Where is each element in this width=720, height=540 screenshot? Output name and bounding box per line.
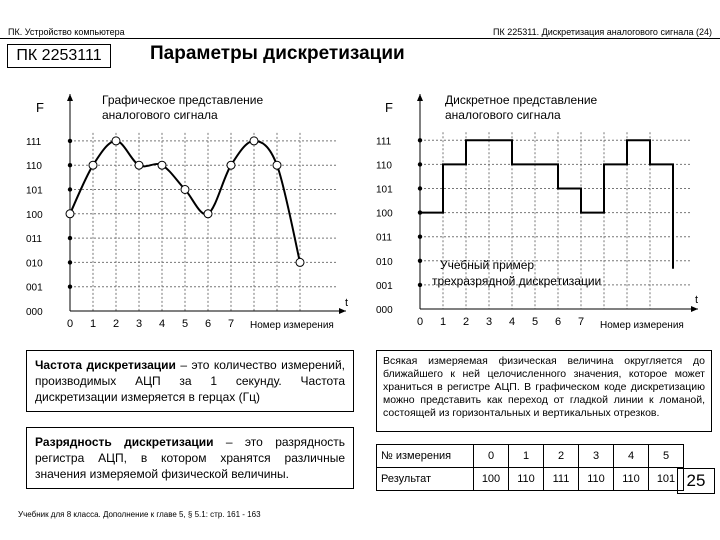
analog-level-label: 110 [26,161,42,173]
digital-x-tick-label: 5 [532,316,539,328]
digital-x-tick-label: 1 [440,316,447,328]
depth-box [26,427,354,489]
table-cell: 111 [544,468,579,491]
frequency-box [26,350,354,412]
explain-box [376,350,712,432]
analog-x-tick-label: 7 [228,318,235,330]
table-cell: 0 [474,445,509,468]
digital-level-label: 101 [376,184,393,196]
digital-axis-y: F [385,100,393,115]
digital-level-label: 001 [376,280,393,292]
analog-xlabel: Номер измерения [250,320,334,331]
example-line-2: трехразрядной дискретизации [432,274,602,288]
digital-caption-1: Дискретное представление [445,93,598,107]
analog-caption-1: Графическое представление [102,93,264,107]
example-line-1: Учебный пример [440,258,535,272]
header-left: ПК. Устройство компьютера [8,27,125,37]
analog-x-tick-label: 3 [136,318,143,330]
table-row [377,468,684,491]
analog-level-label: 010 [26,258,43,270]
analog-x-tick-label: 1 [90,318,97,330]
analog-y-arrow [67,94,73,101]
analog-sample-point [66,210,74,218]
analog-chart [26,94,349,330]
digital-level-dot [418,186,422,190]
explain-text: Всякая измеряемая физическая величина округляется до ближайшего к ней целочисленного значения, которое может храниться в регистре АЦП. В графическом коде дискретизацию можно представить как переход от гладкой линии к ломаной, состоящей из горизонтальных и вертикальных отрезков. [383,355,705,419]
lesson-code: ПК 2253111 [7,44,111,68]
analog-sample-point [296,258,304,266]
digital-x-tick-label: 7 [578,316,585,328]
analog-x-tick-label: 2 [113,318,120,330]
analog-x-tick-label: 5 [182,318,189,330]
table-cell: 3 [579,445,614,468]
table-label: Результат [377,468,474,491]
page-number: 25 [677,468,715,494]
analog-caption-2: аналогового сигнала [102,108,218,122]
digital-xlabel: Номер измерения [600,320,684,331]
frequency-term: Частота дискретизации [35,358,176,372]
analog-x-tick-label: 6 [205,318,212,330]
depth-term: Разрядность дискретизации [35,435,214,449]
digital-x-tick-label: 3 [486,316,493,328]
analog-sample-point [273,161,281,169]
analog-sample-point [158,161,166,169]
digital-x-arrow [691,306,698,312]
table-cell: 1 [509,445,544,468]
analog-axis-y: F [36,100,44,115]
frequency-text: – это количество измерений, производимых АЦП за 1 секунду. Частота дискретизации измеряется в герцах (Гц) [35,358,345,404]
analog-x-tick-label: 0 [67,318,74,330]
analog-level-label: 100 [26,209,43,221]
table-cell: 101 [649,468,684,491]
digital-x-tick-label: 0 [417,316,424,328]
table-cell: 100 [474,468,509,491]
analog-sample-point [250,137,258,145]
digital-level-label: 100 [376,208,393,220]
digital-y-arrow [417,94,423,101]
analog-axis-t: t [345,297,349,309]
analog-sample-point [112,137,120,145]
digital-step-line [420,140,673,268]
digital-level-label: 000 [376,305,393,316]
analog-sample-point [204,210,212,218]
header-right: ПК 225311. Дискретизация аналогового сигнала (24) [493,27,712,37]
analog-level-dot [68,139,72,143]
digital-level-dot [418,138,422,142]
analog-level-dot [68,236,72,240]
analog-level-label: 011 [26,234,42,246]
analog-level-label: 111 [26,136,42,148]
digital-level-label: 011 [376,232,392,244]
digital-level-label: 111 [376,136,392,148]
analog-level-label: 101 [26,185,43,197]
table-cell: 110 [579,468,614,491]
table-label: № измерения [377,445,474,468]
depth-text: – это разрядность регистра АЦП, в котором хранятся различные значения измеряемой физической величины. [35,435,345,481]
digital-chart [376,94,698,328]
table-cell: 2 [544,445,579,468]
analog-sample-point [135,161,143,169]
analog-level-label: 001 [26,282,43,294]
digital-level-dot [418,259,422,263]
table-cell: 110 [614,468,649,491]
digital-level-dot [418,283,422,287]
table-cell: 4 [614,445,649,468]
footer-source: Учебник для 8 класса. Дополнение к главе 5, § 5.1: стр. 161 - 163 [18,510,261,519]
result-table [376,444,684,491]
analog-sample-point [227,161,235,169]
table-row [377,445,684,468]
digital-level-label: 110 [376,160,392,172]
page-title: Параметры дискретизации [150,43,405,64]
digital-caption-2: аналогового сигнала [445,108,561,122]
analog-sample-point [181,186,189,194]
digital-x-tick-label: 6 [555,316,562,328]
digital-level-label: 010 [376,256,393,268]
analog-level-dot [68,260,72,264]
digital-x-tick-label: 4 [509,316,516,328]
analog-level-dot [68,187,72,191]
analog-x-tick-label: 4 [159,318,166,330]
digital-axis-t: t [695,294,699,306]
digital-level-dot [418,162,422,166]
digital-level-dot [418,235,422,239]
analog-level-label: 000 [26,307,43,318]
table-cell: 5 [649,445,684,468]
digital-x-tick-label: 2 [463,316,470,328]
analog-level-dot [68,163,72,167]
analog-sample-point [89,161,97,169]
analog-level-dot [68,285,72,289]
table-cell: 110 [509,468,544,491]
